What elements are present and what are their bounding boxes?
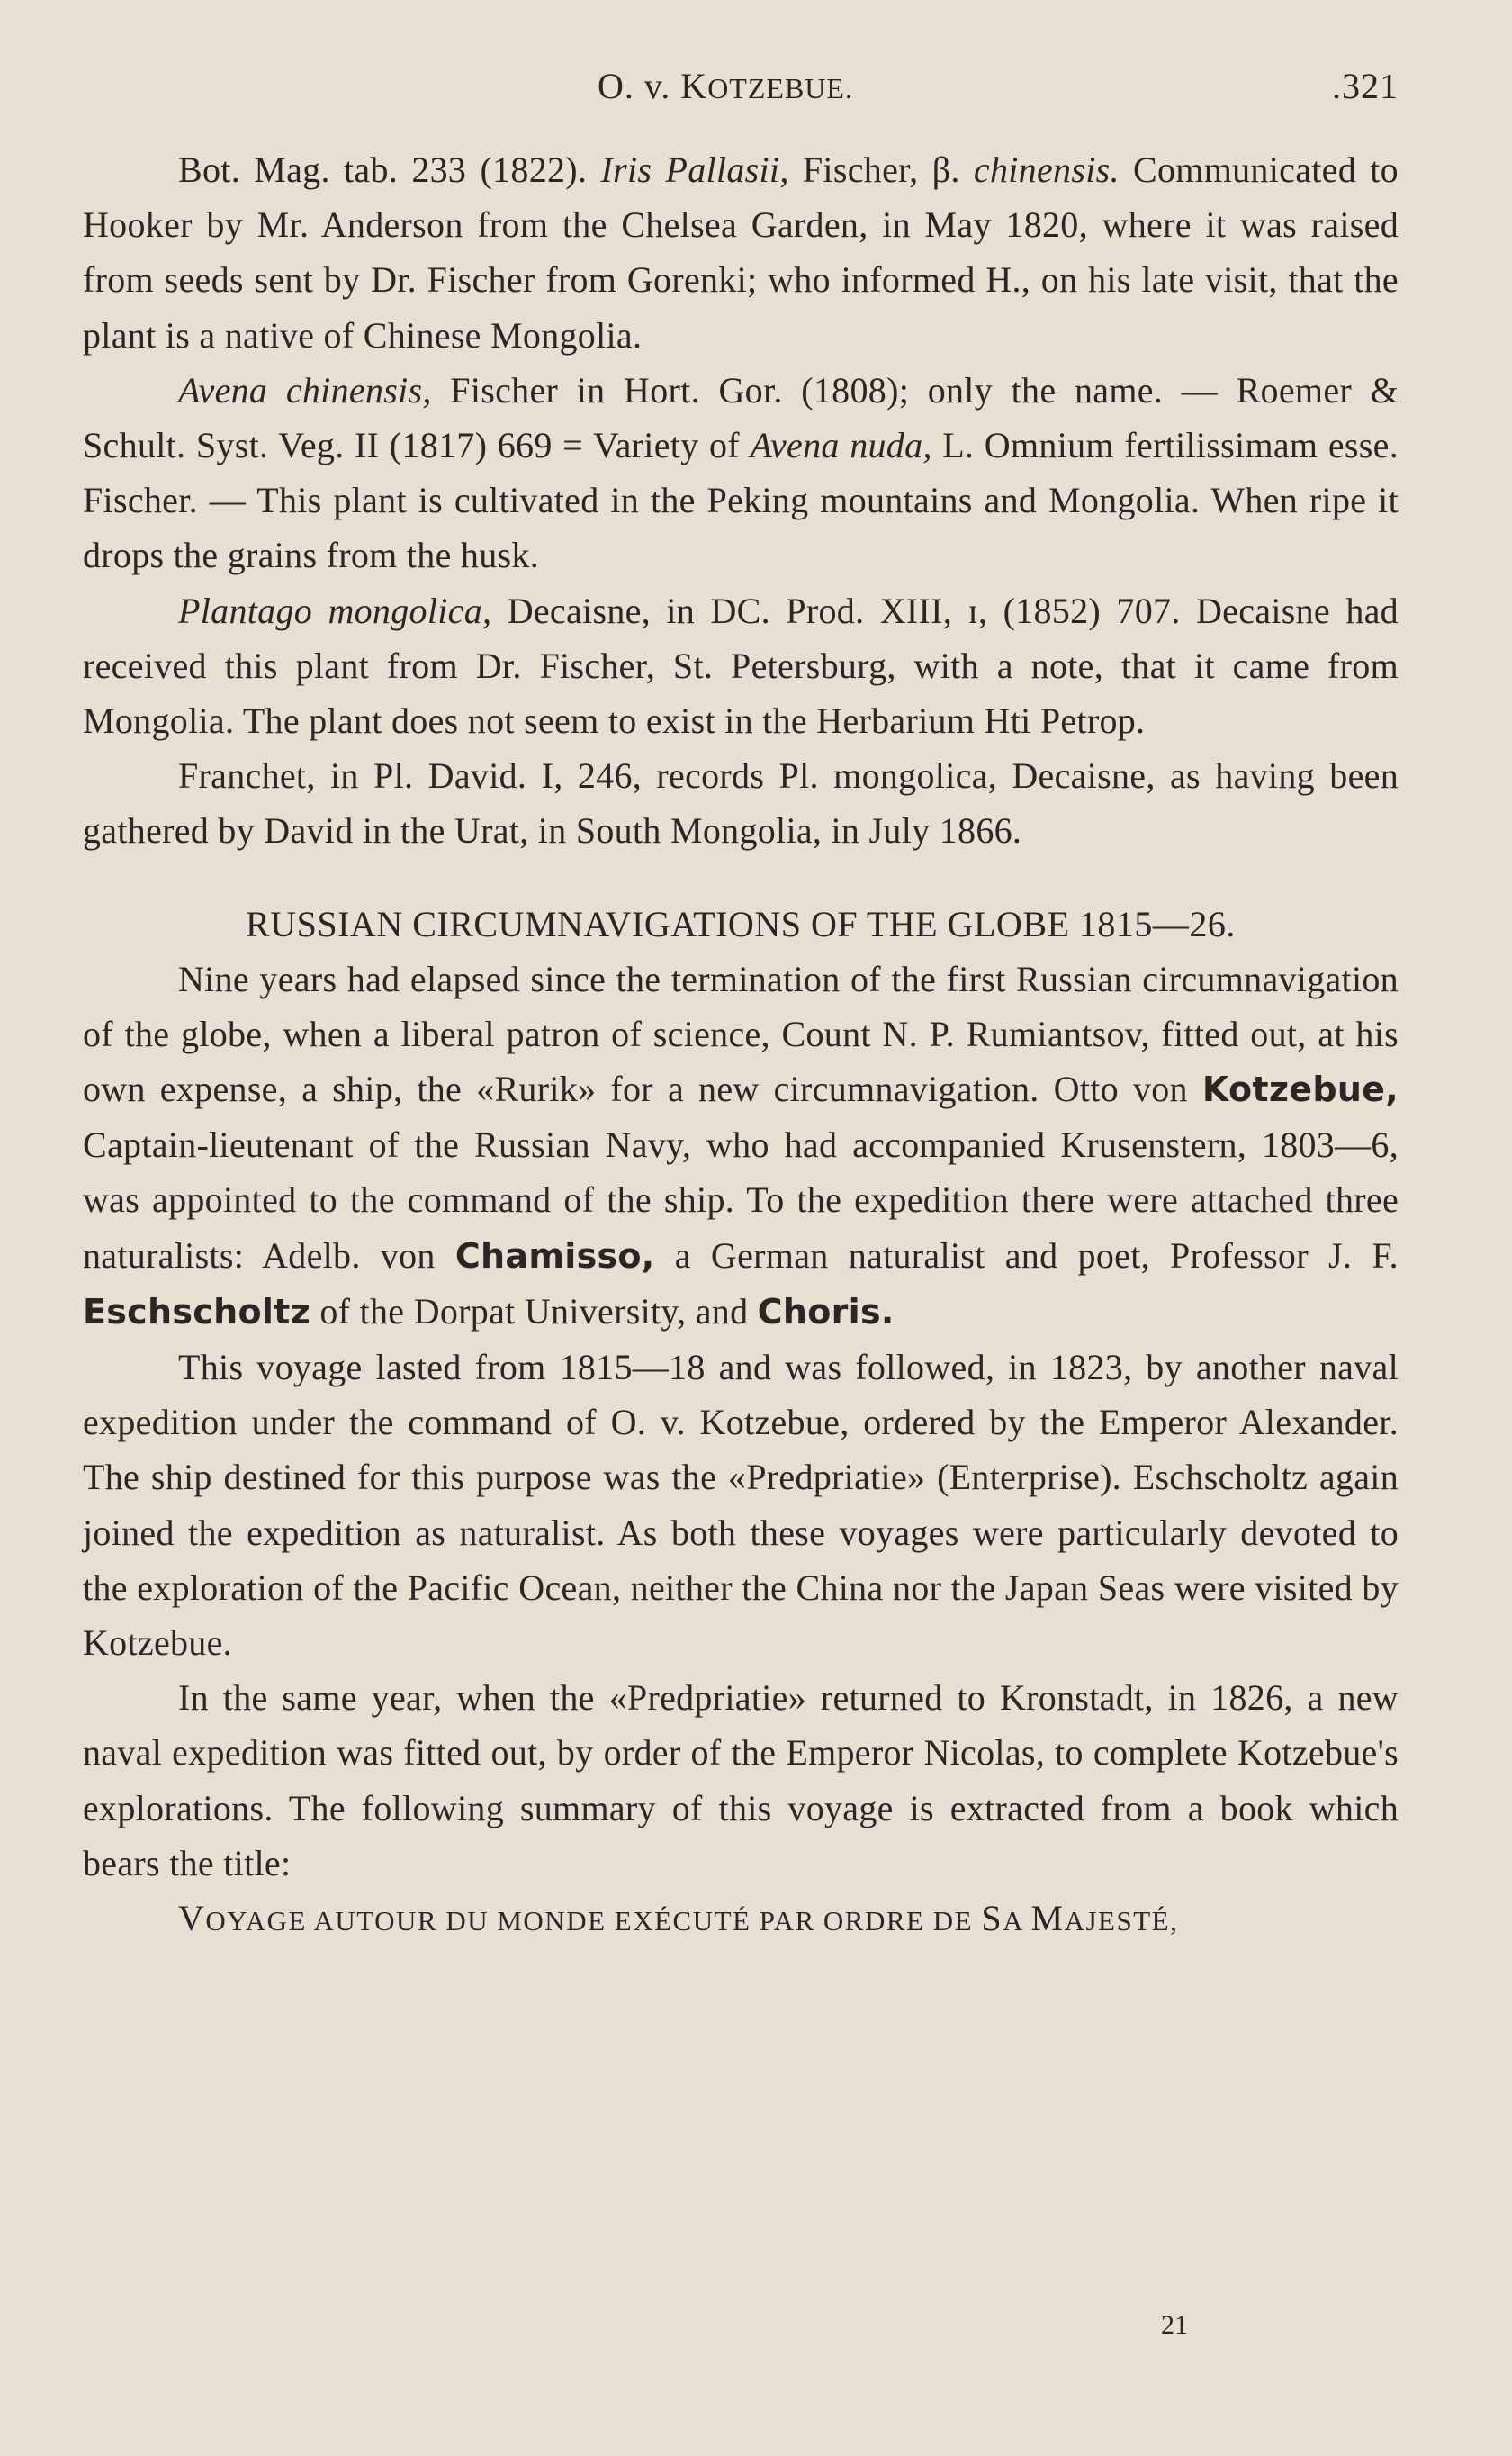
paragraph-predpriatie: This voyage lasted from 1815—18 and was followed, in 1823, by another naval expedition under the command of O. v. Kotzebue, ordered by the Emperor Alexander. The ship destined for this purpose was the «Predpriatie» (Enterprise). Eschscholtz again joined the expedition as naturalist. As both these voyages were particularly devoted to the exploration of the Pacific Ocean, neither the China nor the Japan Seas were visited by Kotzebue. (83, 1347, 1399, 1664)
p5-text-e: a German naturalist and poet, Professor J. F. (654, 1234, 1399, 1276)
title-rest-v: OYAGE AUTOUR DU MONDE EXÉCUTÉ PAR ORDRE DE (205, 1905, 982, 1937)
signature-mark: 21 (1161, 2310, 1188, 2340)
title-cap-s: S (981, 1898, 1004, 1939)
paragraph-iris (83, 142, 1399, 363)
page-number: .321 (1332, 66, 1399, 106)
species-name-avena-nuda: Avena nuda, (750, 425, 932, 466)
running-head (83, 54, 1399, 126)
running-head-title-initial: O. v. K (598, 66, 708, 106)
book-title-line (83, 1891, 1399, 1948)
name-eschscholtz: Eschscholtz (83, 1291, 311, 1332)
paragraph-plantago (83, 583, 1399, 749)
p1-text-a: Bot. Mag. tab. 233 (1822). (178, 149, 601, 190)
title-cap-v: V (178, 1898, 206, 1939)
p2-text-b: Fischer in Hort. Gor. (1808); only the name. — Roemer & Schult. Syst. Veg. II (1817) 669 = Variety of (83, 369, 1400, 466)
species-name-avena-chinensis: Avena chinensis, (178, 369, 432, 411)
p1-text-c: Fischer, β. (788, 149, 974, 190)
name-kotzebue: Kotzebue, (1202, 1070, 1399, 1110)
paragraph-avena (83, 363, 1399, 583)
name-choris: Choris. (757, 1291, 895, 1332)
p5-text-a: Nine years had elapsed since the termination of the first Russian circumnavigation of the globe, when a liberal patron of science, Count N. P. Rumiantsov, fitted out, at his own expense, a ship, the «Rurik» for a new circumnavigation. Otto von (83, 958, 1399, 1110)
section-heading: RUSSIAN CIRCUMNAVIGATIONS OF THE GLOBE 1815—26. (246, 903, 1236, 944)
paragraph-franchet: Franchet, in Pl. David. I, 246, records Pl. mongolica, Decaisne, as having been gathered by David in the Urat, in South Mongolia, in July 1866. (83, 755, 1399, 852)
running-head-title (598, 65, 853, 107)
name-chamisso: Chamisso, (454, 1235, 655, 1276)
title-rest-s: A (1003, 1905, 1031, 1937)
p2-text-d: L. Omnium fertilissimam esse. Fischer. — This plant is cultivated in the Peking mountains and Mongolia. When ripe it drops the grains from the husk. (83, 425, 1399, 576)
title-rest-m: AJESTÉ, (1064, 1905, 1179, 1937)
paragraph-rurik (83, 952, 1399, 1340)
title-cap-m: M (1030, 1898, 1065, 1939)
running-head-title-rest: OTZEBUE. (707, 72, 853, 104)
p5-text-g: of the Dorpat University, and (310, 1290, 758, 1332)
p3-text-b: Decaisne, in DC. Prod. XIII, ɪ, (1852) 707. Decaisne had received this plant from Dr. Fischer, St. Petersburg, with a note, that it came from Mongolia. The plant does not seem to exist in the Herbarium Hti Petrop. (83, 590, 1399, 742)
species-name-iris: Iris Pallasii, (600, 149, 789, 190)
page-body (83, 142, 1399, 1948)
species-name-plantago: Plantago mongolica, (178, 590, 492, 631)
variety-name-chinensis: chinensis. (973, 149, 1120, 190)
paragraph-nicolas: In the same year, when the «Predpriatie» returned to Kronstadt, in 1826, a new naval expedition was fitted out, by order of the Emperor Nicolas, to complete Kotzebue's explorations. The following summary of this voyage is extracted from a book which bears the title: (83, 1677, 1399, 1883)
p1-text-e: Communicated to Hooker by Mr. Anderson from the Chelsea Garden, in May 1820, where it was raised from seeds sent by Dr. Fischer from Gorenki; who informed H., on his late visit, that the plant is a native of Chinese Mongolia. (83, 149, 1399, 356)
p5-text-c: Captain-lieutenant of the Russian Navy, who had accompanied Krusenstern, 1803—6, was appointed to the command of the ship. To the expedition there were attached three naturalists: Adelb. von (83, 1124, 1399, 1276)
